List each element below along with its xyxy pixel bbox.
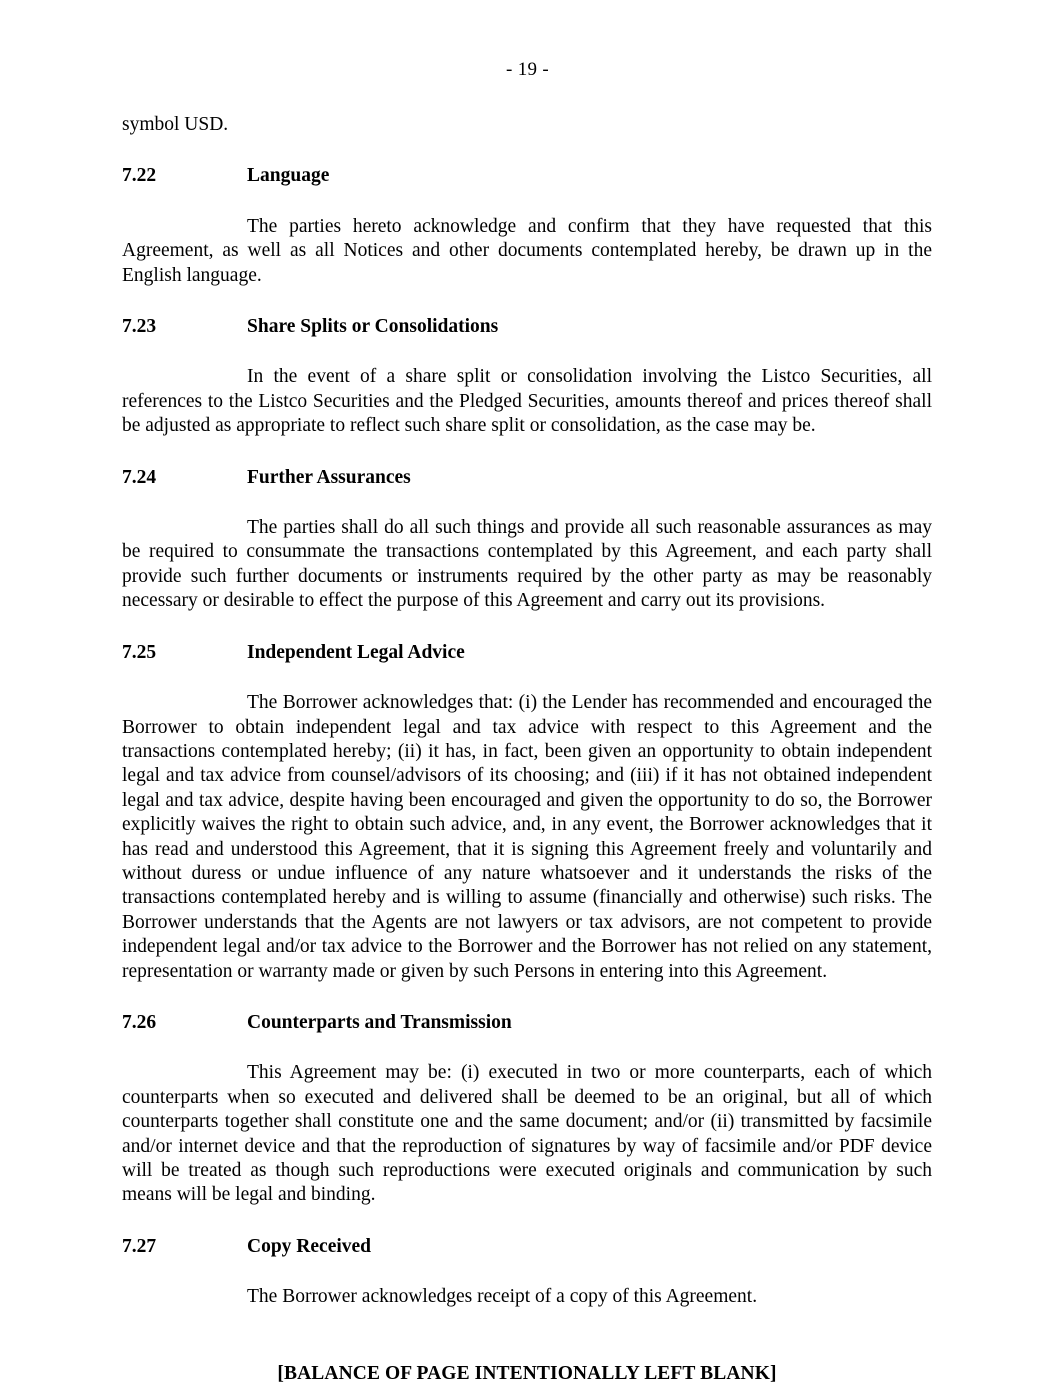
- section-heading-7-27: [122, 1235, 932, 1259]
- section-title: Further Assurances: [247, 466, 411, 488]
- section-heading-7-24: [122, 466, 932, 490]
- page-body: [122, 113, 932, 1386]
- page-number: - 19 -: [506, 59, 549, 80]
- section-number: 7.27: [122, 1235, 157, 1257]
- section-title: Share Splits or Consolidations: [247, 316, 499, 338]
- section-heading-7-25: [122, 641, 932, 665]
- balance-of-page-note: [BALANCE OF PAGE INTENTIONALLY LEFT BLANK]: [277, 1362, 777, 1384]
- section-heading-7-23: [122, 315, 932, 339]
- section-number: 7.22: [122, 165, 157, 187]
- section-number: 7.23: [122, 316, 157, 338]
- section-title: Copy Received: [247, 1235, 372, 1257]
- section-number: 7.25: [122, 641, 157, 663]
- section-title: Independent Legal Advice: [247, 641, 465, 663]
- section-heading-7-22: [122, 164, 932, 188]
- section-title: Language: [247, 165, 330, 187]
- section-body-7-23: In the event of a share split or consolidation involving the Listco Securities, all references to the Listco Securities and the Pledged Securities, amounts thereof and prices thereof shall be adjusted as appropriate to reflect such share split or consolidation, as the case may be.: [122, 366, 932, 437]
- section-body-7-25: The Borrower acknowledges that: (i) the Lender has recommended and encouraged the Borrower to obtain independent legal and tax advice with respect to this Agreement and the transactions contemplated hereby; (ii) it has, in fact, been given an opportunity to obtain independent legal and tax advice from counsel/advisors of its choosing; and (iii) if it has not obtained independent legal and tax advice, despite having been encouraged and given the opportunity to do so, the Borrower explicitly waives the right to obtain such advice, and, in any event, the Borrower acknowledges that it has read and understood this Agreement, that it is signing this Agreement freely and voluntarily and without duress or undue influence of any nature whatsoever and it understands the risks of the transactions contemplated hereby and is willing to assume (financially and otherwise) such risks. The Borrower understands that the Agents are not lawyers or tax advisors, are not competent to provide independent legal and/or tax advice to the Borrower and the Borrower has not relied on any statement, representation or warranty made or given by such Persons in entering into this Agreement.: [122, 692, 932, 982]
- continued-paragraph: symbol USD.: [122, 114, 229, 135]
- section-number: 7.24: [122, 466, 157, 488]
- section-body-7-24: The parties shall do all such things and provide all such reasonable assurances as may be required to consummate the transactions contemplated by this Agreement, and each party shall provide such further documents or instruments required by the other party as may be reasonably necessary or desirable to effect the purpose of this Agreement and carry out its provisions.: [122, 517, 932, 612]
- section-title: Counterparts and Transmission: [247, 1011, 512, 1033]
- section-number: 7.26: [122, 1011, 157, 1033]
- section-body-7-26: This Agreement may be: (i) executed in two or more counterparts, each of which counterparts when so executed and delivered shall be deemed to be an original, but all of which counterparts together shall constitute one and the same document; and/or (ii) transmitted by facsimile and/or internet device and that the reproduction of signatures by way of facsimile and/or PDF device will be treated as though such reproductions were executed originals and communication by such means will be legal and binding.: [122, 1062, 932, 1206]
- section-body-7-22: The parties hereto acknowledge and confirm that they have requested that this Agreement, as well as all Notices and other documents contemplated hereby, be drawn up in the English language.: [122, 215, 932, 286]
- section-heading-7-26: [122, 1011, 932, 1035]
- section-body-7-27: The Borrower acknowledges receipt of a copy of this Agreement.: [247, 1286, 758, 1308]
